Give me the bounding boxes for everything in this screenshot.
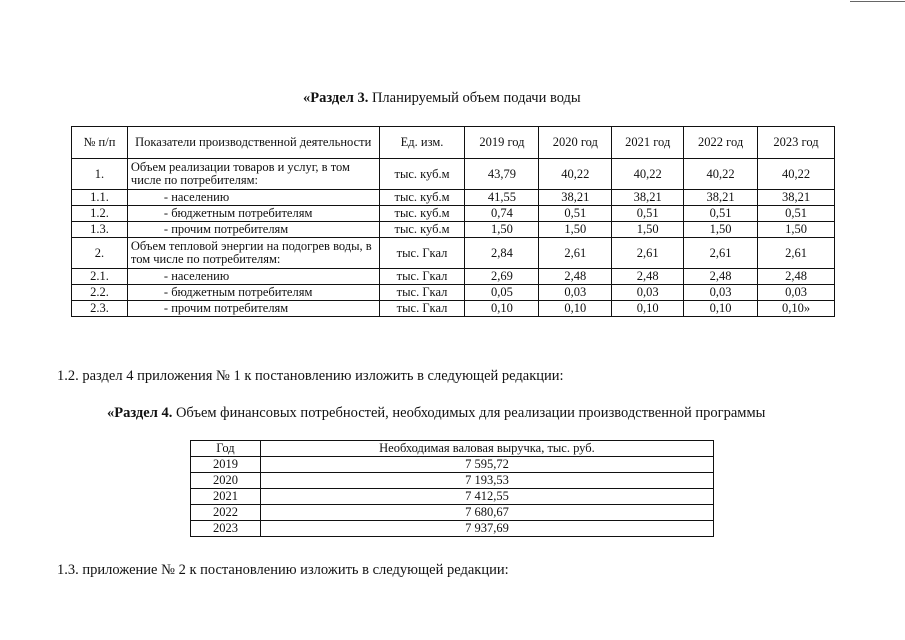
value-cell: 2,48	[539, 269, 612, 285]
unit-cell: тыс. куб.м	[379, 222, 465, 238]
table-header-row	[72, 127, 835, 159]
header-cell: 2020 год	[539, 127, 612, 159]
header-cell: Год	[191, 441, 261, 457]
value-cell: 40,22	[758, 159, 835, 190]
value-cell: 0,74	[465, 206, 539, 222]
value-cell: 38,21	[539, 190, 612, 206]
indicator-name: - бюджетным потребителям	[127, 285, 379, 301]
header-cell: 2023 год	[758, 127, 835, 159]
value-cell: 0,51	[539, 206, 612, 222]
section4-title-rest: Объем финансовых потребностей, необходимых для реализации производственной программы	[172, 405, 766, 421]
unit-cell: тыс. Гкал	[379, 238, 465, 269]
value-cell: 2,69	[465, 269, 539, 285]
value-cell: 0,10	[612, 301, 684, 317]
row-number: 1.2.	[72, 206, 128, 222]
indicator-name: Объем реализации товаров и услуг, в том числе по потребителям:	[127, 159, 379, 190]
row-number: 2.	[72, 238, 128, 269]
value-cell: 41,55	[465, 190, 539, 206]
revenue-cell: 7 937,69	[260, 521, 713, 537]
indicator-name: - населению	[127, 190, 379, 206]
value-cell: 2,48	[758, 269, 835, 285]
value-cell: 2,61	[684, 238, 758, 269]
table-row	[191, 457, 714, 473]
section3-title-bold: «Раздел 3.	[303, 90, 369, 106]
table-row	[72, 159, 835, 190]
table-row	[72, 190, 835, 206]
indicator-name: - бюджетным потребителям	[127, 206, 379, 222]
table-row	[72, 269, 835, 285]
value-cell: 38,21	[612, 190, 684, 206]
section3-table	[71, 126, 835, 317]
value-cell: 0,03	[758, 285, 835, 301]
value-cell: 40,22	[612, 159, 684, 190]
value-cell: 2,61	[758, 238, 835, 269]
value-cell: 1,50	[539, 222, 612, 238]
value-cell: 2,84	[465, 238, 539, 269]
header-cell: Показатели производственной деятельности	[127, 127, 379, 159]
value-cell: 0,10»	[758, 301, 835, 317]
value-cell: 0,03	[612, 285, 684, 301]
value-cell: 40,22	[684, 159, 758, 190]
table-row	[72, 285, 835, 301]
year-cell: 2022	[191, 505, 261, 521]
value-cell: 1,50	[465, 222, 539, 238]
unit-cell: тыс. куб.м	[379, 190, 465, 206]
revenue-cell: 7 412,55	[260, 489, 713, 505]
unit-cell: тыс. Гкал	[379, 269, 465, 285]
header-cell: Ед. изм.	[379, 127, 465, 159]
row-number: 2.2.	[72, 285, 128, 301]
revenue-cell: 7 595,72	[260, 457, 713, 473]
unit-cell: тыс. куб.м	[379, 159, 465, 190]
revenue-cell: 7 680,67	[260, 505, 713, 521]
year-cell: 2021	[191, 489, 261, 505]
row-number: 1.3.	[72, 222, 128, 238]
value-cell: 2,48	[684, 269, 758, 285]
value-cell: 0,51	[758, 206, 835, 222]
value-cell: 2,48	[612, 269, 684, 285]
row-number: 1.	[72, 159, 128, 190]
section3-title-rest: Планируемый объем подачи воды	[368, 90, 581, 106]
unit-cell: тыс. Гкал	[379, 301, 465, 317]
table-row	[72, 301, 835, 317]
value-cell: 0,51	[684, 206, 758, 222]
value-cell: 38,21	[758, 190, 835, 206]
table-row	[191, 505, 714, 521]
value-cell: 0,10	[465, 301, 539, 317]
indicator-name: Объем тепловой энергии на подогрев воды, в том числе по потребителям:	[127, 238, 379, 269]
value-cell: 0,51	[612, 206, 684, 222]
table-header-row	[191, 441, 714, 457]
header-cell: 2019 год	[465, 127, 539, 159]
year-cell: 2019	[191, 457, 261, 473]
value-cell: 1,50	[612, 222, 684, 238]
value-cell: 43,79	[465, 159, 539, 190]
row-number: 1.1.	[72, 190, 128, 206]
header-cell: 2022 год	[684, 127, 758, 159]
value-cell: 2,61	[539, 238, 612, 269]
year-cell: 2023	[191, 521, 261, 537]
table-row	[191, 473, 714, 489]
section4-heading	[107, 405, 765, 422]
row-number: 2.3.	[72, 301, 128, 317]
header-cell: № п/п	[72, 127, 128, 159]
value-cell: 1,50	[684, 222, 758, 238]
section3-heading	[303, 90, 581, 107]
table-row	[72, 238, 835, 269]
value-cell: 38,21	[684, 190, 758, 206]
revenue-cell: 7 193,53	[260, 473, 713, 489]
paragraph-1-3: 1.3. приложение № 2 к постановлению изложить в следующей редакции:	[57, 562, 509, 578]
table-row	[191, 521, 714, 537]
value-cell: 0,10	[684, 301, 758, 317]
table-row	[191, 489, 714, 505]
header-cell: Необходимая валовая выручка, тыс. руб.	[260, 441, 713, 457]
unit-cell: тыс. куб.м	[379, 206, 465, 222]
indicator-name: - прочим потребителям	[127, 222, 379, 238]
table-row	[72, 206, 835, 222]
paragraph-1-2: 1.2. раздел 4 приложения № 1 к постановлению изложить в следующей редакции:	[57, 368, 564, 384]
indicator-name: - населению	[127, 269, 379, 285]
section4-table	[190, 440, 714, 537]
table-row	[72, 222, 835, 238]
unit-cell: тыс. Гкал	[379, 285, 465, 301]
indicator-name: - прочим потребителям	[127, 301, 379, 317]
value-cell: 0,03	[539, 285, 612, 301]
row-number: 2.1.	[72, 269, 128, 285]
year-cell: 2020	[191, 473, 261, 489]
value-cell: 0,05	[465, 285, 539, 301]
value-cell: 0,03	[684, 285, 758, 301]
value-cell: 1,50	[758, 222, 835, 238]
section4-title-bold: «Раздел 4.	[107, 405, 173, 421]
value-cell: 0,10	[539, 301, 612, 317]
header-cell: 2021 год	[612, 127, 684, 159]
page-edge-line	[850, 1, 905, 2]
value-cell: 40,22	[539, 159, 612, 190]
value-cell: 2,61	[612, 238, 684, 269]
